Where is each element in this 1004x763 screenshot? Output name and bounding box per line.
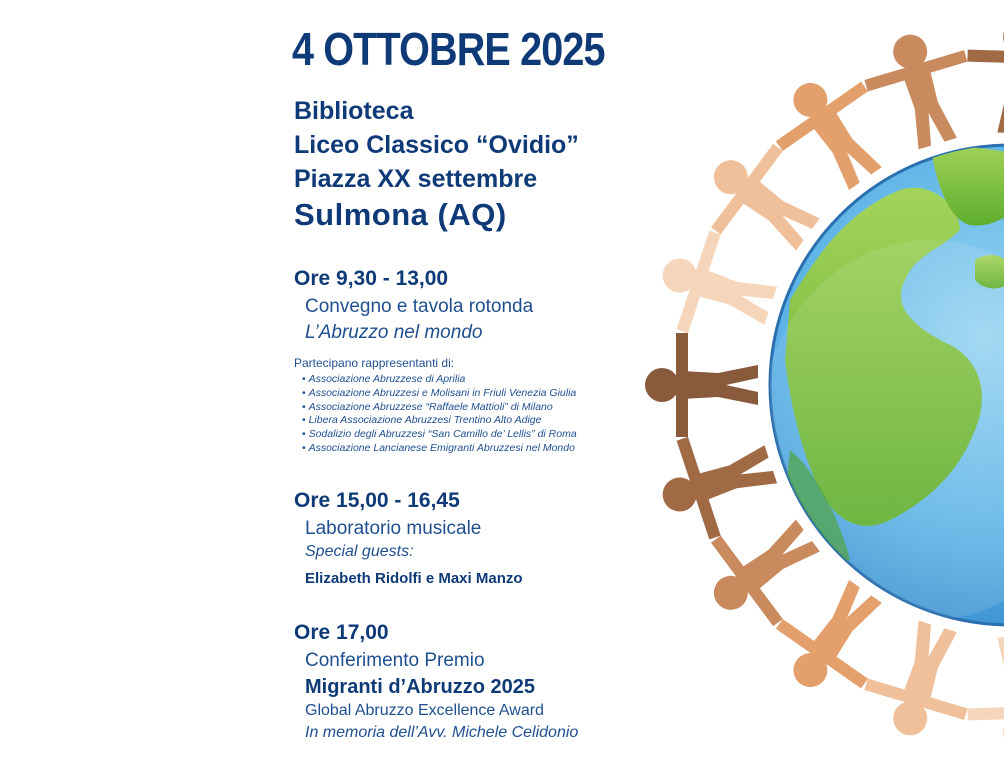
venue-block (294, 94, 579, 196)
person-figure-icon (647, 415, 787, 549)
session2-title: Laboratorio musicale (305, 518, 482, 539)
person-figure-icon (965, 635, 1004, 751)
venue-line: Biblioteca (294, 97, 414, 125)
guests-names: Elizabeth Ridolfi e Maxi Manzo (305, 570, 523, 587)
participants-list (302, 373, 577, 456)
list-item: • Associazione Abruzzese di Aprilia (302, 373, 577, 387)
session3-time: Ore 17,00 (294, 621, 389, 644)
memorial-line: In memoria dell’Avv. Michele Celidonio (305, 724, 579, 741)
list-item: • Associazione Abruzzese “Raffaele Mattioli” di Milano (302, 401, 577, 415)
list-item: • Sodalizio degli Abruzzesi “San Camillo de’ Lellis” di Roma (302, 428, 577, 442)
person-figure-icon (856, 611, 988, 749)
person-figure-icon (645, 333, 758, 437)
session1-subtitle: L’Abruzzo nel mondo (305, 322, 483, 343)
session1-time: Ore 9,30 - 13,00 (294, 267, 449, 290)
person-figure-icon (856, 20, 988, 158)
award-subtitle: Global Abruzzo Excellence Award (305, 702, 544, 719)
session2-time: Ore 15,00 - 16,45 (294, 489, 460, 512)
session3-title: Conferimento Premio (305, 650, 485, 671)
event-date: 4 OTTOBRE 2025 (292, 23, 605, 75)
person-figure-icon (965, 19, 1004, 135)
person-figure-icon (647, 221, 787, 355)
guests-label: Special guests: (305, 543, 414, 560)
list-item: • Associazione Lancianese Emigranti Abruzzesi nel Mondo (302, 442, 577, 456)
venue-line: Piazza XX settembre (294, 165, 538, 193)
award-name: Migranti d’Abruzzo 2025 (305, 676, 536, 698)
list-item: • Libera Associazione Abruzzesi Trentino Alto Adige (302, 414, 577, 428)
list-item: • Associazione Abruzzesi e Molisani in Friuli Venezia Giulia (302, 387, 577, 401)
event-city: Sulmona (AQ) (294, 197, 507, 232)
participants-label: Partecipano rappresentanti di: (294, 356, 455, 370)
venue-line: Liceo Classico “Ovidio” (294, 131, 579, 159)
session1-title: Convegno e tavola rotonda (305, 296, 534, 317)
